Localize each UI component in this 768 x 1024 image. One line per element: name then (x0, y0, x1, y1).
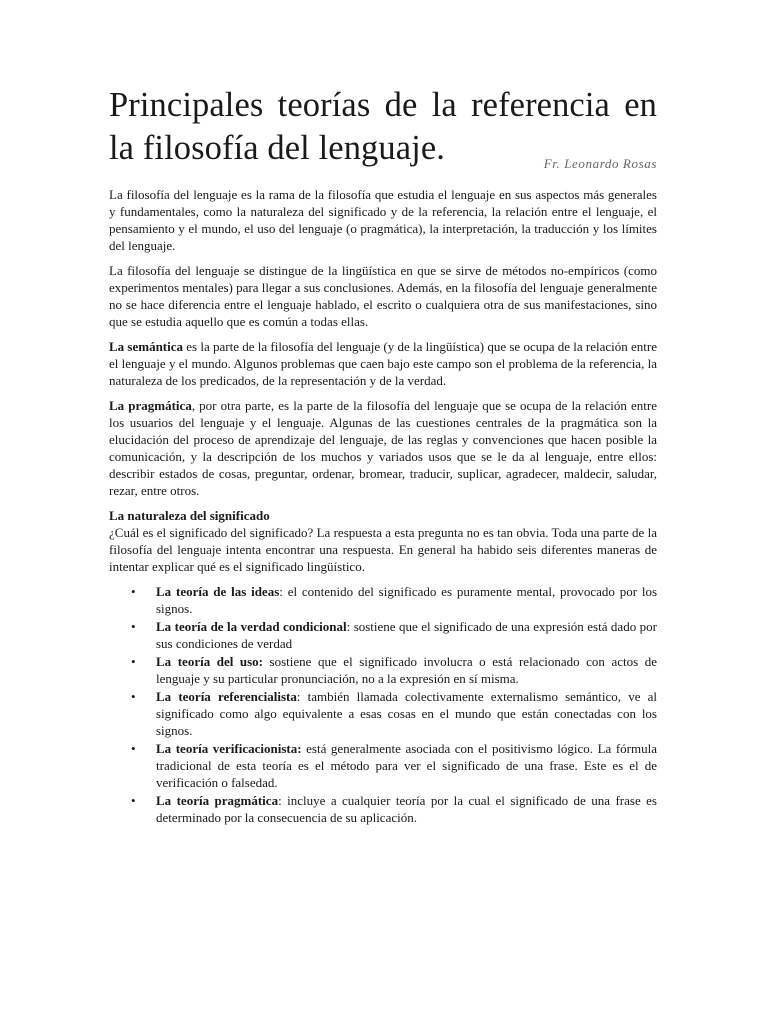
theory-term: La teoría de las ideas (156, 584, 280, 599)
paragraph-intro: La filosofía del lenguaje es la rama de la filosofía que estudia el lenguaje en sus aspectos más generales y fundamentales, como la naturaleza del significado y de la referencia, la relación entre el lenguaje, el pensamiento y el mundo, el uso del lenguaje (o pragmática), la interpretación, la traducción y los límites del lenguaje. (109, 187, 657, 253)
theories-list (109, 583, 657, 826)
document-page (109, 84, 657, 827)
theory-text: está generalmente asociada con el positivismo lógico. La fórmula tradicional de esta teoría es el método para ver el significado de una frase. Este es el de verificación o falsedad. (156, 741, 657, 790)
list-item (109, 653, 657, 687)
theory-term: La teoría de la verdad condicional (156, 619, 347, 634)
author-name: Fr. Leonardo Rosas (543, 156, 657, 171)
theory-text: : incluye a cualquier teoría por la cual el significado de una frase es determinado por la consecuencia de su aplicación. (156, 793, 657, 825)
list-item (109, 792, 657, 826)
pragmatics-text: , por otra parte, es la parte de la filosofía del lenguaje que se ocupa de la relación entre los usuarios del lenguaje y el lenguaje. Algunas de las cuestiones centrales de la pragmática son la elucidación del proceso de aprendizaje del lenguaje, de las reglas y convenciones que hacen posible la comunicación, y la descripción de los muchos y variados usos que se le da al lenguaje, entre ellos: describir estados de cosas, preguntar, ordenar, bromear, traducir, suplicar, agradecer, maldecir, saludar, rezar, entre otros. (109, 398, 657, 498)
section-intro: ¿Cuál es el significado del significado? La respuesta a esta pregunta no es tan obvia. Toda una parte de la filosofía del lenguaje intenta encontrar una respuesta. En general ha habido seis diferentes maneras de intentar explicar qué es el significado lingüístico. (109, 525, 657, 574)
paragraph-semantics (109, 338, 657, 389)
bullet-icon: • (131, 584, 136, 599)
theory-text: : el contenido del significado es puramente mental, provocado por los signos. (156, 584, 658, 616)
list-item (109, 688, 657, 739)
bullet-icon: • (131, 741, 136, 756)
semantics-text: es la parte de la filosofía del lenguaje (y de la lingüística) que se ocupa de la relación entre el lenguaje y el mundo. Algunos problemas que caen bajo este campo son el problema de la referencia, la naturaleza de los predicados, de la representación y de la verdad. (109, 339, 657, 388)
document-title: Principales teorías de la referencia en la filosofía del lenguaje. (109, 86, 657, 167)
theory-term: La teoría del uso: (156, 654, 264, 669)
theory-term: La teoría verificacionista: (156, 741, 302, 756)
list-item (109, 740, 657, 791)
theory-term: La teoría pragmática (156, 793, 279, 808)
theory-text: : sostiene que el significado de una expresión está dado por sus condiciones de verdad (156, 619, 657, 651)
list-item (109, 618, 657, 652)
paragraph-pragmatics (109, 397, 657, 499)
paragraph-distinction: La filosofía del lenguaje se distingue de la lingüística en que se sirve de métodos no-empíricos (como experimentos mentales) para llegar a sus conclusiones. Además, en la filosofía del lenguaje generalmente no se hace diferencia entre el lenguaje hablado, el escrito o cualquiera otra de sus manifestaciones, sino que se estudia aquello que es común a todas ellas. (109, 263, 657, 329)
theory-term: La teoría referencialista (156, 689, 297, 704)
term-semantics: La semántica (109, 339, 184, 354)
bullet-icon: • (131, 619, 136, 634)
theory-text: sostiene que el significado involucra o está relacionado con actos de lenguaje y su particular pronunciación, no a la expresión en sí misma. (156, 654, 657, 686)
section-heading: La naturaleza del significado (109, 508, 270, 523)
bullet-icon: • (131, 793, 136, 808)
bullet-icon: • (131, 689, 136, 704)
bullet-icon: • (131, 654, 136, 669)
term-pragmatics: La pragmática (109, 398, 192, 413)
theory-text: : también llamada colectivamente externalismo semántico, ve al significado como algo equivalente a esas cosas en el mundo que están conectadas con los signos. (156, 689, 657, 738)
list-item (109, 583, 657, 617)
